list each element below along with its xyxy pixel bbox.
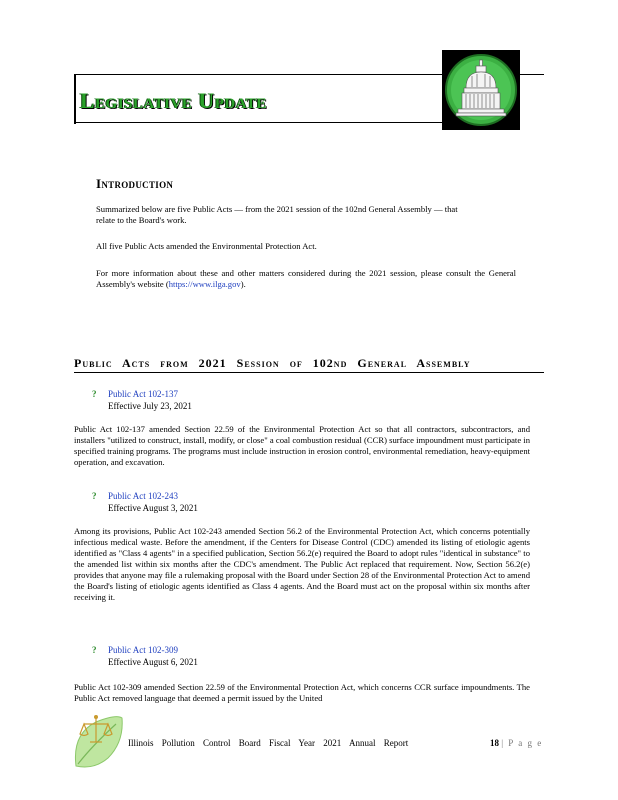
introduction-heading: Introduction — [96, 176, 174, 191]
footer-report-title: Illinois Pollution Control Board Fiscal Year 2021 Annual Report — [128, 738, 409, 748]
question-mark-bullet-icon: ? — [92, 389, 97, 399]
capitol-dome-icon — [442, 50, 520, 130]
act-number: Public Act 102-243 — [108, 491, 178, 501]
page-number: 18 — [490, 738, 499, 748]
section-rule — [74, 372, 544, 373]
header-left-rule — [74, 74, 76, 124]
footer-page-indicator — [490, 738, 543, 748]
paragraph-text: For more information about these and other matters considered during the 2021 session, please consult the General Assembly's website ( — [96, 268, 516, 289]
page-label: | P a g e — [501, 738, 543, 748]
paragraph-text: ). — [240, 279, 246, 289]
act-description: Public Act 102-137 amended Section 22.59 of the Environmental Protection Act so that all contractors, subcontractors, and installers "utilized to construct, install, modify, or close" a coal combustion residual (CCR) surface impoundment must participate in specified training programs. The programs must include instruction in erosion control, environmental remediation, heavy-equipment operation, and excavation. — [74, 424, 530, 467]
leaf-scales-icon — [70, 712, 126, 770]
question-mark-bullet-icon: ? — [92, 645, 97, 655]
introduction-paragraph: All five Public Acts amended the Environmental Protection Act. — [96, 241, 317, 251]
introduction-paragraph: Summarized below are five Public Acts — from the 2021 session of the 102nd General Assembly — that relate to the Board's work. — [96, 204, 458, 225]
act-description: Public Act 102-309 amended Section 22.59 of the Environmental Protection Act, which concerns CCR surface impoundments. The Public Act removed language that deemed a permit issued by the United — [74, 682, 530, 703]
section-heading: Public Acts from 2021 Session of 102nd General Assembly — [74, 356, 471, 370]
act-number: Public Act 102-309 — [108, 645, 178, 655]
page-title: Legislative Update — [80, 88, 268, 113]
question-mark-bullet-icon: ? — [92, 491, 97, 501]
act-number: Public Act 102-137 — [108, 389, 178, 399]
introduction-paragraph — [96, 268, 516, 290]
effective-date: Effective July 23, 2021 — [108, 401, 192, 411]
act-description: Among its provisions, Public Act 102-243 amended Section 56.2 of the Environmental Protection Act, which concerns potentially infectious medical waste. Before the amendment, if the Centers for Disease Control (CDC) amended its listing of etiologic agents identified as "Class 4 agents" in a specified publication, Section 56.2(e) required the Board to adopt rules "identical in substance" to the amended list within six months after the CDC's amendment. The Public Act replaced that requirement. Now, Section 56.2(e) provides that anyone may file a rulemaking proposal with the Board under Section 28 of the Environmental Protection Act to amend the Board's listing of etiologic agents identified as Class 4 agents. And the Board must act on the proposal within six months after receiving it. — [74, 526, 530, 602]
effective-date: Effective August 6, 2021 — [108, 657, 198, 667]
header-bottom-rule — [74, 122, 444, 123]
ilga-website-link[interactable]: https://www.ilga.gov — [168, 279, 241, 289]
effective-date: Effective August 3, 2021 — [108, 503, 198, 513]
